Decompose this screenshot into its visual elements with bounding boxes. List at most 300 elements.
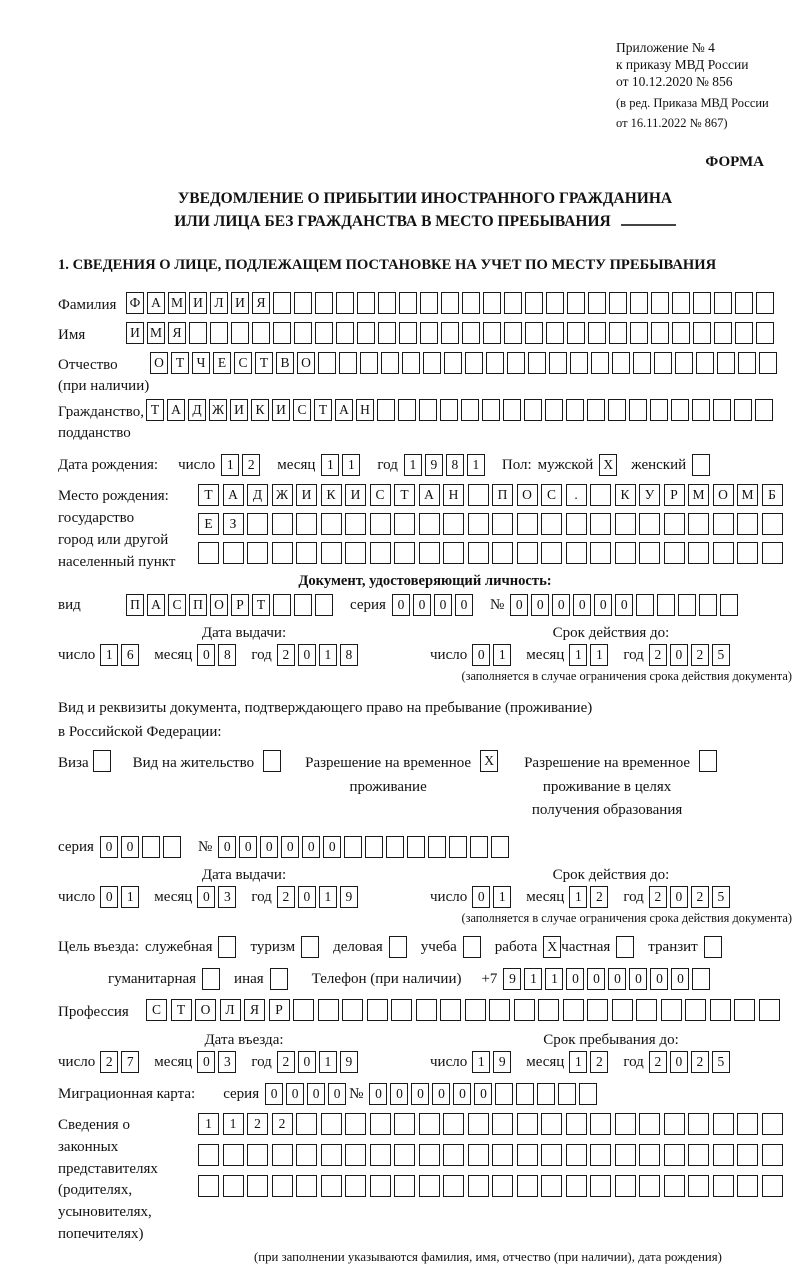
char-cell[interactable] bbox=[713, 399, 731, 421]
char-cell[interactable] bbox=[591, 352, 609, 374]
char-cell[interactable]: М bbox=[688, 484, 709, 506]
char-cell[interactable]: 0 bbox=[390, 1083, 408, 1105]
char-cell[interactable]: 0 bbox=[650, 968, 668, 990]
char-cell[interactable]: 2 bbox=[277, 1051, 295, 1073]
char-cell[interactable] bbox=[755, 399, 773, 421]
char-cell[interactable]: 0 bbox=[218, 836, 236, 858]
female-checkbox[interactable] bbox=[692, 454, 710, 476]
char-cell[interactable]: 2 bbox=[649, 644, 667, 666]
char-cell[interactable]: С bbox=[370, 484, 391, 506]
char-cell[interactable] bbox=[525, 292, 543, 314]
char-cell[interactable]: Ф bbox=[126, 292, 144, 314]
char-cell[interactable]: Я bbox=[252, 292, 270, 314]
char-cell[interactable] bbox=[629, 399, 647, 421]
char-cell[interactable] bbox=[345, 542, 366, 564]
char-cell[interactable] bbox=[704, 936, 722, 958]
char-cell[interactable] bbox=[444, 352, 462, 374]
char-cell[interactable]: И bbox=[126, 322, 144, 344]
char-cell[interactable] bbox=[504, 292, 522, 314]
char-cell[interactable]: В bbox=[276, 352, 294, 374]
representatives-row-3[interactable] bbox=[198, 1175, 786, 1197]
char-cell[interactable] bbox=[678, 594, 696, 616]
char-cell[interactable] bbox=[357, 322, 375, 344]
birthplace-row-3[interactable] bbox=[198, 542, 786, 564]
char-cell[interactable] bbox=[247, 542, 268, 564]
char-cell[interactable]: 2 bbox=[272, 1113, 293, 1135]
char-cell[interactable] bbox=[468, 513, 489, 535]
char-cell[interactable]: 0 bbox=[100, 836, 118, 858]
char-cell[interactable] bbox=[468, 1175, 489, 1197]
stay-day[interactable] bbox=[472, 1051, 514, 1073]
expiry1-year[interactable] bbox=[649, 644, 733, 666]
char-cell[interactable]: Е bbox=[198, 513, 219, 535]
char-cell[interactable]: С bbox=[293, 399, 311, 421]
char-cell[interactable]: И bbox=[189, 292, 207, 314]
char-cell[interactable] bbox=[630, 322, 648, 344]
char-cell[interactable] bbox=[636, 999, 657, 1021]
char-cell[interactable]: 8 bbox=[218, 644, 236, 666]
char-cell[interactable] bbox=[296, 1175, 317, 1197]
char-cell[interactable]: 1 bbox=[223, 1113, 244, 1135]
char-cell[interactable]: Б bbox=[762, 484, 783, 506]
char-cell[interactable] bbox=[762, 1113, 783, 1135]
expiry2-day[interactable] bbox=[472, 886, 514, 908]
char-cell[interactable]: Т bbox=[314, 399, 332, 421]
char-cell[interactable] bbox=[377, 399, 395, 421]
char-cell[interactable] bbox=[734, 999, 755, 1021]
char-cell[interactable] bbox=[492, 513, 513, 535]
char-cell[interactable] bbox=[321, 1175, 342, 1197]
char-cell[interactable] bbox=[93, 750, 111, 772]
char-cell[interactable]: П bbox=[189, 594, 207, 616]
char-cell[interactable] bbox=[468, 484, 489, 506]
char-cell[interactable] bbox=[416, 999, 437, 1021]
char-cell[interactable]: 1 bbox=[493, 886, 511, 908]
char-cell[interactable] bbox=[370, 542, 391, 564]
char-cell[interactable] bbox=[370, 1113, 391, 1135]
char-cell[interactable]: 0 bbox=[307, 1083, 325, 1105]
char-cell[interactable] bbox=[419, 1175, 440, 1197]
surname-input[interactable] bbox=[126, 292, 777, 314]
char-cell[interactable] bbox=[516, 1083, 534, 1105]
birth-month-input[interactable] bbox=[321, 454, 363, 476]
char-cell[interactable] bbox=[465, 999, 486, 1021]
birthplace-row-1[interactable] bbox=[198, 484, 786, 506]
char-cell[interactable] bbox=[717, 352, 735, 374]
char-cell[interactable] bbox=[293, 999, 314, 1021]
visa-checkbox[interactable] bbox=[93, 750, 111, 772]
char-cell[interactable] bbox=[270, 968, 288, 990]
char-cell[interactable] bbox=[567, 292, 585, 314]
char-cell[interactable] bbox=[294, 322, 312, 344]
char-cell[interactable] bbox=[563, 999, 584, 1021]
char-cell[interactable] bbox=[491, 836, 509, 858]
char-cell[interactable] bbox=[507, 352, 525, 374]
char-cell[interactable]: 1 bbox=[569, 886, 587, 908]
stay-year[interactable] bbox=[649, 1051, 733, 1073]
char-cell[interactable]: И bbox=[272, 399, 290, 421]
char-cell[interactable] bbox=[639, 513, 660, 535]
char-cell[interactable] bbox=[443, 1175, 464, 1197]
char-cell[interactable]: 6 bbox=[121, 644, 139, 666]
char-cell[interactable]: 0 bbox=[472, 644, 490, 666]
purpose-work-checkbox[interactable] bbox=[543, 936, 561, 958]
char-cell[interactable]: 5 bbox=[712, 1051, 730, 1073]
char-cell[interactable]: Я bbox=[244, 999, 265, 1021]
char-cell[interactable] bbox=[231, 322, 249, 344]
char-cell[interactable]: Р bbox=[269, 999, 290, 1021]
expiry1-day[interactable] bbox=[472, 644, 514, 666]
char-cell[interactable] bbox=[671, 399, 689, 421]
char-cell[interactable] bbox=[357, 292, 375, 314]
migcard-number-input[interactable] bbox=[369, 1083, 600, 1105]
char-cell[interactable]: X bbox=[543, 936, 561, 958]
char-cell[interactable] bbox=[394, 513, 415, 535]
char-cell[interactable]: 1 bbox=[319, 886, 337, 908]
char-cell[interactable] bbox=[223, 542, 244, 564]
char-cell[interactable]: О bbox=[195, 999, 216, 1021]
char-cell[interactable] bbox=[756, 292, 774, 314]
char-cell[interactable] bbox=[389, 936, 407, 958]
issue2-year[interactable] bbox=[277, 886, 361, 908]
char-cell[interactable]: 1 bbox=[221, 454, 239, 476]
char-cell[interactable] bbox=[720, 594, 738, 616]
char-cell[interactable] bbox=[218, 936, 236, 958]
char-cell[interactable]: 5 bbox=[712, 644, 730, 666]
char-cell[interactable]: А bbox=[335, 399, 353, 421]
stay-month[interactable] bbox=[569, 1051, 611, 1073]
char-cell[interactable] bbox=[321, 542, 342, 564]
char-cell[interactable]: 0 bbox=[286, 1083, 304, 1105]
char-cell[interactable]: 0 bbox=[302, 836, 320, 858]
char-cell[interactable]: 8 bbox=[340, 644, 358, 666]
char-cell[interactable]: Т bbox=[394, 484, 415, 506]
char-cell[interactable] bbox=[443, 513, 464, 535]
char-cell[interactable] bbox=[685, 999, 706, 1021]
char-cell[interactable]: 0 bbox=[392, 594, 410, 616]
issue1-day[interactable] bbox=[100, 644, 142, 666]
char-cell[interactable] bbox=[336, 292, 354, 314]
char-cell[interactable] bbox=[336, 322, 354, 344]
char-cell[interactable]: 9 bbox=[340, 1051, 358, 1073]
char-cell[interactable] bbox=[762, 542, 783, 564]
citizenship-input[interactable] bbox=[146, 399, 776, 421]
char-cell[interactable] bbox=[503, 399, 521, 421]
expiry2-year[interactable] bbox=[649, 886, 733, 908]
char-cell[interactable] bbox=[734, 399, 752, 421]
entry-day[interactable] bbox=[100, 1051, 142, 1073]
char-cell[interactable]: 0 bbox=[121, 836, 139, 858]
char-cell[interactable] bbox=[315, 322, 333, 344]
char-cell[interactable] bbox=[714, 292, 732, 314]
char-cell[interactable]: 1 bbox=[319, 1051, 337, 1073]
char-cell[interactable] bbox=[394, 1113, 415, 1135]
migcard-series-input[interactable] bbox=[265, 1083, 349, 1105]
char-cell[interactable] bbox=[163, 836, 181, 858]
char-cell[interactable]: 0 bbox=[298, 1051, 316, 1073]
char-cell[interactable] bbox=[441, 292, 459, 314]
char-cell[interactable] bbox=[566, 399, 584, 421]
char-cell[interactable]: 0 bbox=[411, 1083, 429, 1105]
char-cell[interactable] bbox=[587, 999, 608, 1021]
char-cell[interactable]: А bbox=[167, 399, 185, 421]
char-cell[interactable] bbox=[399, 322, 417, 344]
char-cell[interactable]: 0 bbox=[369, 1083, 387, 1105]
char-cell[interactable] bbox=[483, 322, 501, 344]
char-cell[interactable]: 0 bbox=[670, 1051, 688, 1073]
char-cell[interactable] bbox=[296, 542, 317, 564]
char-cell[interactable] bbox=[367, 999, 388, 1021]
char-cell[interactable] bbox=[713, 513, 734, 535]
char-cell[interactable] bbox=[365, 836, 383, 858]
char-cell[interactable]: 0 bbox=[629, 968, 647, 990]
char-cell[interactable]: Н bbox=[356, 399, 374, 421]
char-cell[interactable] bbox=[463, 936, 481, 958]
char-cell[interactable] bbox=[296, 1113, 317, 1135]
char-cell[interactable] bbox=[273, 292, 291, 314]
char-cell[interactable] bbox=[272, 1175, 293, 1197]
char-cell[interactable]: П bbox=[492, 484, 513, 506]
char-cell[interactable] bbox=[394, 542, 415, 564]
entry-month[interactable] bbox=[197, 1051, 239, 1073]
char-cell[interactable]: 0 bbox=[531, 594, 549, 616]
char-cell[interactable]: 0 bbox=[453, 1083, 471, 1105]
char-cell[interactable] bbox=[252, 322, 270, 344]
char-cell[interactable] bbox=[419, 1113, 440, 1135]
char-cell[interactable] bbox=[688, 1113, 709, 1135]
char-cell[interactable] bbox=[693, 292, 711, 314]
char-cell[interactable]: И bbox=[230, 399, 248, 421]
birth-day-input[interactable] bbox=[221, 454, 263, 476]
char-cell[interactable]: 0 bbox=[413, 594, 431, 616]
char-cell[interactable]: Т bbox=[171, 352, 189, 374]
char-cell[interactable] bbox=[315, 292, 333, 314]
char-cell[interactable]: 1 bbox=[569, 1051, 587, 1073]
char-cell[interactable] bbox=[672, 292, 690, 314]
char-cell[interactable] bbox=[693, 322, 711, 344]
char-cell[interactable] bbox=[514, 999, 535, 1021]
char-cell[interactable]: 0 bbox=[100, 886, 118, 908]
char-cell[interactable]: 2 bbox=[590, 1051, 608, 1073]
purpose-private-checkbox[interactable] bbox=[616, 936, 634, 958]
char-cell[interactable] bbox=[360, 352, 378, 374]
char-cell[interactable] bbox=[630, 292, 648, 314]
phone-input[interactable] bbox=[503, 968, 713, 990]
char-cell[interactable] bbox=[675, 352, 693, 374]
char-cell[interactable]: 0 bbox=[608, 968, 626, 990]
char-cell[interactable] bbox=[272, 542, 293, 564]
char-cell[interactable]: 9 bbox=[425, 454, 443, 476]
char-cell[interactable] bbox=[546, 322, 564, 344]
char-cell[interactable] bbox=[714, 322, 732, 344]
char-cell[interactable]: И bbox=[345, 484, 366, 506]
char-cell[interactable]: 0 bbox=[671, 968, 689, 990]
char-cell[interactable] bbox=[615, 513, 636, 535]
char-cell[interactable] bbox=[692, 454, 710, 476]
char-cell[interactable] bbox=[247, 513, 268, 535]
char-cell[interactable]: 2 bbox=[277, 886, 295, 908]
char-cell[interactable]: Д bbox=[247, 484, 268, 506]
residence-permit-checkbox[interactable] bbox=[263, 750, 281, 772]
char-cell[interactable] bbox=[615, 1175, 636, 1197]
char-cell[interactable] bbox=[664, 542, 685, 564]
char-cell[interactable] bbox=[318, 352, 336, 374]
char-cell[interactable] bbox=[419, 399, 437, 421]
char-cell[interactable]: М bbox=[147, 322, 165, 344]
char-cell[interactable] bbox=[566, 1113, 587, 1135]
char-cell[interactable]: 3 bbox=[218, 886, 236, 908]
char-cell[interactable]: 0 bbox=[455, 594, 473, 616]
char-cell[interactable] bbox=[198, 1175, 219, 1197]
char-cell[interactable] bbox=[461, 399, 479, 421]
char-cell[interactable] bbox=[664, 513, 685, 535]
char-cell[interactable]: О bbox=[517, 484, 538, 506]
char-cell[interactable] bbox=[301, 936, 319, 958]
char-cell[interactable] bbox=[612, 999, 633, 1021]
char-cell[interactable] bbox=[579, 1083, 597, 1105]
char-cell[interactable]: 0 bbox=[510, 594, 528, 616]
char-cell[interactable]: Р bbox=[664, 484, 685, 506]
char-cell[interactable]: П bbox=[126, 594, 144, 616]
char-cell[interactable]: 0 bbox=[434, 594, 452, 616]
purpose-humanitarian-checkbox[interactable] bbox=[202, 968, 220, 990]
char-cell[interactable] bbox=[541, 513, 562, 535]
issue1-month[interactable] bbox=[197, 644, 239, 666]
char-cell[interactable]: Ч bbox=[192, 352, 210, 374]
char-cell[interactable] bbox=[486, 352, 504, 374]
char-cell[interactable] bbox=[608, 399, 626, 421]
char-cell[interactable] bbox=[378, 322, 396, 344]
char-cell[interactable]: 1 bbox=[100, 644, 118, 666]
char-cell[interactable]: 0 bbox=[239, 836, 257, 858]
purpose-transit-checkbox[interactable] bbox=[704, 936, 722, 958]
doc-kind-input[interactable] bbox=[126, 594, 336, 616]
char-cell[interactable] bbox=[738, 352, 756, 374]
char-cell[interactable] bbox=[639, 542, 660, 564]
char-cell[interactable] bbox=[651, 322, 669, 344]
char-cell[interactable]: 2 bbox=[247, 1113, 268, 1135]
purpose-study-checkbox[interactable] bbox=[463, 936, 481, 958]
char-cell[interactable]: 0 bbox=[323, 836, 341, 858]
char-cell[interactable] bbox=[566, 1175, 587, 1197]
char-cell[interactable]: 1 bbox=[121, 886, 139, 908]
char-cell[interactable] bbox=[545, 399, 563, 421]
char-cell[interactable] bbox=[570, 352, 588, 374]
char-cell[interactable]: 1 bbox=[198, 1113, 219, 1135]
char-cell[interactable] bbox=[492, 542, 513, 564]
char-cell[interactable]: Т bbox=[146, 399, 164, 421]
char-cell[interactable] bbox=[587, 399, 605, 421]
char-cell[interactable]: 0 bbox=[197, 1051, 215, 1073]
char-cell[interactable] bbox=[609, 322, 627, 344]
char-cell[interactable]: 0 bbox=[298, 644, 316, 666]
char-cell[interactable]: У bbox=[639, 484, 660, 506]
char-cell[interactable] bbox=[273, 322, 291, 344]
char-cell[interactable] bbox=[737, 513, 758, 535]
char-cell[interactable] bbox=[391, 999, 412, 1021]
char-cell[interactable] bbox=[688, 542, 709, 564]
char-cell[interactable] bbox=[664, 1113, 685, 1135]
char-cell[interactable]: 2 bbox=[691, 644, 709, 666]
char-cell[interactable]: 0 bbox=[594, 594, 612, 616]
char-cell[interactable]: 5 bbox=[712, 886, 730, 908]
char-cell[interactable] bbox=[525, 322, 543, 344]
char-cell[interactable]: А bbox=[419, 484, 440, 506]
char-cell[interactable]: 0 bbox=[573, 594, 591, 616]
char-cell[interactable]: С bbox=[146, 999, 167, 1021]
char-cell[interactable]: X bbox=[599, 454, 617, 476]
char-cell[interactable] bbox=[381, 352, 399, 374]
char-cell[interactable]: 0 bbox=[281, 836, 299, 858]
char-cell[interactable]: 8 bbox=[446, 454, 464, 476]
char-cell[interactable] bbox=[762, 513, 783, 535]
char-cell[interactable]: Т bbox=[255, 352, 273, 374]
char-cell[interactable] bbox=[210, 322, 228, 344]
char-cell[interactable]: Е bbox=[213, 352, 231, 374]
char-cell[interactable] bbox=[639, 1175, 660, 1197]
char-cell[interactable]: Т bbox=[171, 999, 192, 1021]
char-cell[interactable]: Ж bbox=[272, 484, 293, 506]
char-cell[interactable] bbox=[759, 352, 777, 374]
char-cell[interactable] bbox=[440, 399, 458, 421]
char-cell[interactable]: А bbox=[223, 484, 244, 506]
char-cell[interactable]: 0 bbox=[566, 968, 584, 990]
char-cell[interactable]: М bbox=[168, 292, 186, 314]
char-cell[interactable] bbox=[345, 513, 366, 535]
char-cell[interactable]: 1 bbox=[545, 968, 563, 990]
char-cell[interactable] bbox=[567, 322, 585, 344]
char-cell[interactable] bbox=[517, 1175, 538, 1197]
char-cell[interactable]: 0 bbox=[670, 886, 688, 908]
char-cell[interactable]: 1 bbox=[493, 644, 511, 666]
char-cell[interactable] bbox=[541, 542, 562, 564]
char-cell[interactable] bbox=[482, 399, 500, 421]
char-cell[interactable]: 2 bbox=[649, 1051, 667, 1073]
char-cell[interactable] bbox=[688, 513, 709, 535]
char-cell[interactable]: 0 bbox=[197, 886, 215, 908]
char-cell[interactable] bbox=[142, 836, 160, 858]
char-cell[interactable]: 9 bbox=[340, 886, 358, 908]
char-cell[interactable] bbox=[651, 292, 669, 314]
char-cell[interactable] bbox=[402, 352, 420, 374]
char-cell[interactable]: Я bbox=[168, 322, 186, 344]
char-cell[interactable]: 3 bbox=[218, 1051, 236, 1073]
char-cell[interactable] bbox=[428, 836, 446, 858]
char-cell[interactable] bbox=[470, 836, 488, 858]
permit-series-input[interactable] bbox=[100, 836, 184, 858]
char-cell[interactable] bbox=[664, 1175, 685, 1197]
profession-input[interactable] bbox=[146, 999, 783, 1021]
char-cell[interactable] bbox=[443, 542, 464, 564]
char-cell[interactable]: 2 bbox=[242, 454, 260, 476]
char-cell[interactable] bbox=[273, 594, 291, 616]
char-cell[interactable] bbox=[566, 513, 587, 535]
char-cell[interactable]: 1 bbox=[467, 454, 485, 476]
char-cell[interactable] bbox=[407, 836, 425, 858]
char-cell[interactable] bbox=[441, 322, 459, 344]
char-cell[interactable]: Н bbox=[443, 484, 464, 506]
char-cell[interactable] bbox=[386, 836, 404, 858]
char-cell[interactable] bbox=[318, 999, 339, 1021]
expiry2-month[interactable] bbox=[569, 886, 611, 908]
char-cell[interactable] bbox=[492, 1113, 513, 1135]
char-cell[interactable] bbox=[759, 999, 780, 1021]
char-cell[interactable] bbox=[558, 1083, 576, 1105]
char-cell[interactable] bbox=[294, 594, 312, 616]
char-cell[interactable] bbox=[321, 513, 342, 535]
char-cell[interactable] bbox=[657, 594, 675, 616]
char-cell[interactable]: К bbox=[321, 484, 342, 506]
